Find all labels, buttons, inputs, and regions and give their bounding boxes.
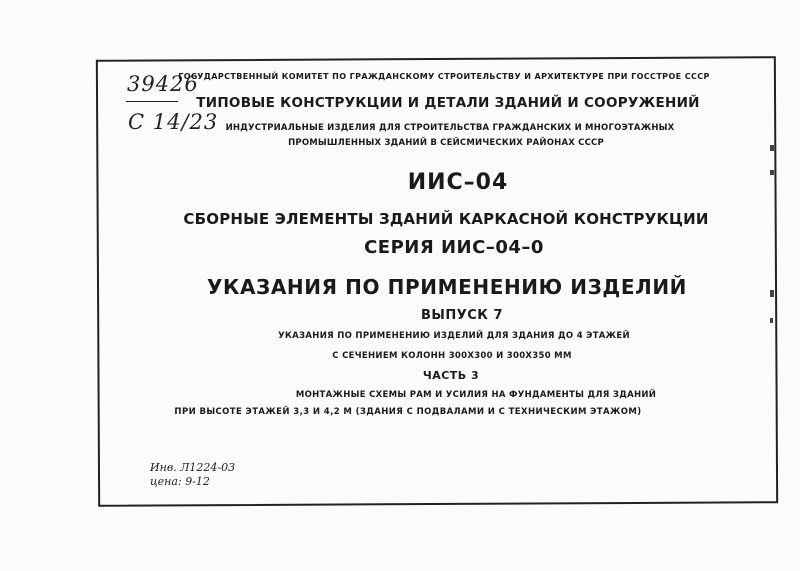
instructions-title: УКАЗАНИЯ ПО ПРИМЕНЕНИЮ ИЗДЕЛИЙ	[206, 275, 688, 299]
document-code: ИИС–04	[407, 170, 509, 195]
collection-title: ТИПОВЫЕ КОНСТРУКЦИИ И ДЕТАЛИ ЗДАНИЙ И СООРУЖЕНИЙ	[196, 95, 700, 111]
inventory-note	[150, 461, 235, 489]
scan-mark	[770, 318, 773, 323]
part-description-line-1: МОНТАЖНЫЕ СХЕМЫ РАМ И УСИЛИЯ НА ФУНДАМЕНТЫ ДЛЯ ЗДАНИЙ	[295, 390, 657, 400]
issue-description-line-2: С СЕЧЕНИЕМ КОЛОНН 300Х300 И 300Х350 ММ	[332, 351, 572, 361]
subtitle-line-2: ПРОМЫШЛЕННЫХ ЗДАНИЙ В СЕЙСМИЧЕСКИХ РАЙОНАХ СССР	[288, 138, 604, 148]
issue-title: ВЫПУСК 7	[420, 308, 504, 323]
issue-description-line-1: УКАЗАНИЯ ПО ПРИМЕНЕНИЮ ИЗДЕЛИЙ ДЛЯ ЗДАНИЯ ДО 4 ЭТАЖЕЙ	[278, 331, 630, 341]
subtitle-line-1: ИНДУСТРИАЛЬНЫЕ ИЗДЕЛИЯ ДЛЯ СТРОИТЕЛЬСТВА ГРАЖДАНСКИХ И МНОГОЭТАЖНЫХ	[225, 123, 675, 133]
archive-code: С 14/23	[128, 110, 219, 134]
committee-line: ГОСУДАРСТВЕННЫЙ КОМИТЕТ ПО ГРАЖДАНСКОМУ СТРОИТЕЛЬСТВУ И АРХИТЕКТУРЕ ПРИ ГОССТРОЕ СССР	[178, 72, 710, 81]
inventory-number: Инв. Л1224-03	[150, 461, 236, 474]
price-note: цена: 9-12	[150, 475, 210, 488]
scan-mark	[770, 290, 774, 297]
scan-mark	[770, 145, 774, 151]
series-title: СЕРИЯ ИИС–04–0	[364, 237, 544, 258]
part-title: ЧАСТЬ 3	[422, 369, 480, 382]
scan-mark	[770, 170, 774, 175]
archive-number: 39426	[127, 72, 199, 96]
archive-number-underline	[126, 101, 178, 102]
part-description-line-2: ПРИ ВЫСОТЕ ЭТАЖЕЙ 3,3 И 4,2 М (ЗДАНИЯ С ПОДВАЛАМИ И С ТЕХНИЧЕСКИМ ЭТАЖОМ)	[174, 407, 642, 417]
elements-title: СБОРНЫЕ ЭЛЕМЕНТЫ ЗДАНИЙ КАРКАСНОЙ КОНСТРУКЦИИ	[183, 210, 709, 228]
